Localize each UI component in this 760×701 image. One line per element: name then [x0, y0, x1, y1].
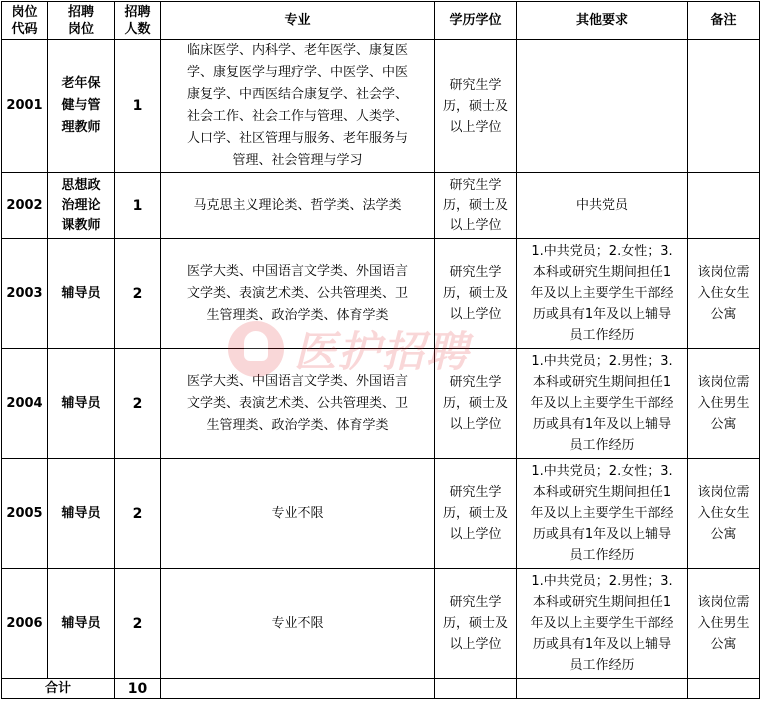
- cell-position: 老年保 健与管 理教师: [48, 40, 115, 173]
- cell-major: 马克思主义理论类、哲学类、法学类: [161, 173, 435, 239]
- header-major: 专业: [161, 2, 435, 40]
- recruitment-table: [1, 1, 760, 699]
- cell-position: 辅导员: [48, 239, 115, 349]
- cell-note: 该岗位需 入住女生 公寓: [688, 239, 760, 349]
- cell-code: 2002: [2, 173, 48, 239]
- total-empty-note: [688, 679, 760, 699]
- cell-count: 1: [115, 173, 161, 239]
- header-degree: 学历学位: [435, 2, 517, 40]
- cell-position: 思想政 治理论 课教师: [48, 173, 115, 239]
- cell-major: 医学大类、中国语言文学类、外国语言 文学类、表演艺术类、公共管理类、卫 生管理类、政治学类、体育学类: [161, 349, 435, 459]
- watermark-text: 医护招聘: [294, 327, 471, 376]
- cell-note: [688, 173, 760, 239]
- cell-other: 1.中共党员；2.男性；3. 本科或研究生期间担任1 年及以上主要学生干部经 历或具有1年及以上辅导 员工作经历: [517, 569, 688, 679]
- table-row: [2, 569, 760, 679]
- cell-note: [688, 40, 760, 173]
- cell-degree: 研究生学 历，硕士及 以上学位: [435, 459, 517, 569]
- header-count: 招聘 人数: [115, 2, 161, 40]
- cell-code: 2004: [2, 349, 48, 459]
- cell-code: 2006: [2, 569, 48, 679]
- cell-other: 1.中共党员；2.女性；3. 本科或研究生期间担任1 年及以上主要学生干部经 历或具有1年及以上辅导 员工作经历: [517, 239, 688, 349]
- cell-major: 医学大类、中国语言文学类、外国语言 文学类、表演艺术类、公共管理类、卫 生管理类、政治学类、体育学类: [161, 239, 435, 349]
- cell-degree: 研究生学 历，硕士及 以上学位: [435, 40, 517, 173]
- cell-count: 2: [115, 569, 161, 679]
- total-empty-other: [517, 679, 688, 699]
- cell-count: 2: [115, 349, 161, 459]
- cell-code: 2001: [2, 40, 48, 173]
- cell-count: 2: [115, 239, 161, 349]
- cell-degree: 研究生学 历，硕士及 以上学位: [435, 569, 517, 679]
- total-empty-major: [161, 679, 435, 699]
- header-position: 招聘 岗位: [48, 2, 115, 40]
- table-row: [2, 173, 760, 239]
- header-other: 其他要求: [517, 2, 688, 40]
- cell-code: 2005: [2, 459, 48, 569]
- total-empty-degree: [435, 679, 517, 699]
- cell-count: 2: [115, 459, 161, 569]
- cell-degree: 研究生学 历，硕士及 以上学位: [435, 173, 517, 239]
- cell-other: [517, 40, 688, 173]
- cell-count: 1: [115, 40, 161, 173]
- table-row: [2, 40, 760, 173]
- cell-note: 该岗位需 入住男生 公寓: [688, 569, 760, 679]
- cell-major: 专业不限: [161, 569, 435, 679]
- header-note: 备注: [688, 2, 760, 40]
- cell-degree: 研究生学 历，硕士及 以上学位: [435, 349, 517, 459]
- cell-position: 辅导员: [48, 349, 115, 459]
- cell-major: 临床医学、内科学、老年医学、康复医 学、康复医学与理疗学、中医学、中医 康复学、中西医结合康复学、社会学、 社会工作、社会工作与管理、人类学、 人口学、社区管理与服务、老年服务与 管理、社会管理与学习: [161, 40, 435, 173]
- total-row: [2, 679, 760, 699]
- cell-major: 专业不限: [161, 459, 435, 569]
- cell-position: 辅导员: [48, 459, 115, 569]
- table-row: [2, 349, 760, 459]
- cell-note: 该岗位需 入住女生 公寓: [688, 459, 760, 569]
- header-code: 岗位 代码: [2, 2, 48, 40]
- cell-other: 1.中共党员；2.男性；3. 本科或研究生期间担任1 年及以上主要学生干部经 历或具有1年及以上辅导 员工作经历: [517, 349, 688, 459]
- header-row: [2, 2, 760, 40]
- cell-degree: 研究生学 历，硕士及 以上学位: [435, 239, 517, 349]
- table-row: [2, 239, 760, 349]
- cell-other: 中共党员: [517, 173, 688, 239]
- total-count: 10: [115, 679, 161, 699]
- cell-code: 2003: [2, 239, 48, 349]
- total-label: 合计: [2, 679, 115, 699]
- cell-other: 1.中共党员；2.女性；3. 本科或研究生期间担任1 年及以上主要学生干部经 历或具有1年及以上辅导 员工作经历: [517, 459, 688, 569]
- cell-note: 该岗位需 入住男生 公寓: [688, 349, 760, 459]
- table-row: [2, 459, 760, 569]
- cell-position: 辅导员: [48, 569, 115, 679]
